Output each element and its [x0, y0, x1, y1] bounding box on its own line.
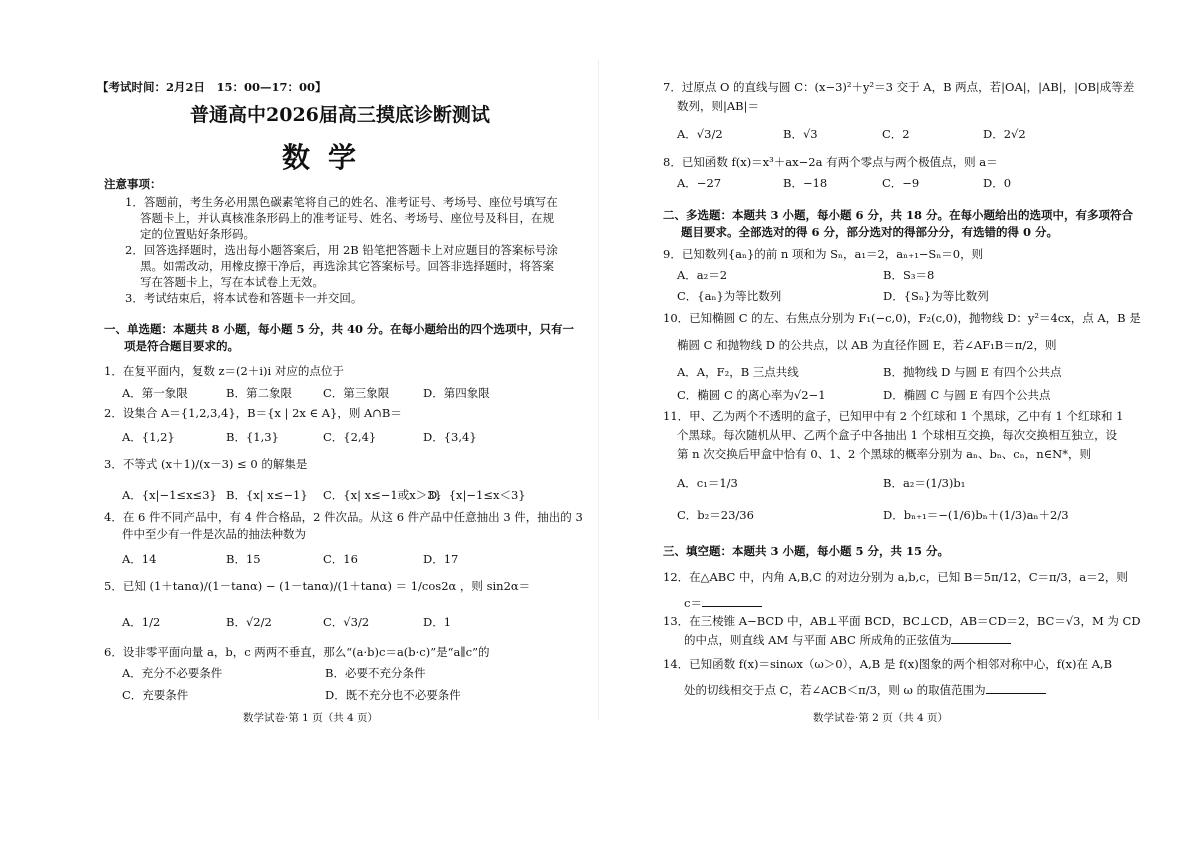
question-4: 4．在 6 件不同产品中，有 4 件合格品，2 件次品。从这 6 件产品中任意抽出 3 件，抽出的 3	[104, 510, 583, 524]
page-footer: 数学试卷·第 1 页（共 4 页）	[243, 712, 379, 724]
question-11-cont: 个黑球。每次随机从甲、乙两个盒子中各抽出 1 个球相互交换，每次交换相互独立，设	[677, 428, 1118, 442]
option: C．b₂＝23/36	[677, 508, 754, 522]
option: D．{Sₙ}为等比数列	[883, 289, 989, 303]
option: A．{1,2}	[122, 430, 175, 444]
option: B．a₂＝(1/3)b₁	[883, 476, 966, 490]
question-11-cont: 第 n 次交换后甲盒中恰有 0、1、2 个黑球的概率分别为 aₙ、bₙ、cₙ，n∈N*，则	[677, 447, 1091, 461]
option: B．{x| x≤−1}	[226, 488, 308, 502]
answer-blank	[951, 633, 1011, 644]
question-3: 3．不等式 (x＋1)/(x－3) ≤ 0 的解集是	[104, 457, 308, 471]
notice-line: 黑。如需改动，用橡皮擦干净后，再选涂其它答案标号。回答非选择题时，将答案	[140, 259, 554, 273]
option: B．抛物线 D 与圆 E 有四个公共点	[883, 365, 1062, 379]
option: D．第四象限	[423, 386, 490, 400]
option: C．充要条件	[122, 688, 189, 702]
option: D．2√2	[983, 127, 1026, 141]
question-12: 12．在△ABC 中，内角 A,B,C 的对边分别为 a,b,c，已知 B＝5π/12，C＝π/3，a＝2，则	[663, 570, 1128, 584]
option: D．既不充分也不必要条件	[325, 688, 461, 702]
question-9: 9．已知数列{aₙ}的前 n 项和为 Sₙ，a₁＝2，aₙ₊₁−Sₙ＝0，则	[663, 247, 984, 261]
option: A．第一象限	[122, 386, 188, 400]
notice-line: 2．回答选择题时，选出每小题答案后，用 2B 铅笔把答题卡上对应题目的答案标号涂	[125, 243, 558, 257]
option: A．充分不必要条件	[122, 666, 223, 680]
notice-line: 3．考试结束后，将本试卷和答题卡一并交回。	[125, 291, 363, 305]
question-1: 1．在复平面内，复数 z＝(2＋i)i 对应的点位于	[104, 364, 344, 378]
option: D．17	[423, 552, 459, 566]
option: A．1/2	[122, 615, 161, 629]
option: C．√3/2	[323, 615, 370, 629]
question-13-cont: 的中点，则直线 AM 与平面 ABC 所成角的正弦值为	[684, 633, 1011, 648]
option: B．S₃＝8	[883, 268, 935, 282]
option: B．√3	[783, 127, 818, 141]
question-8: 8．已知函数 f(x)＝x³＋ax−2a 有两个零点与两个极值点，则 a＝	[663, 155, 998, 169]
notice-line: 写在答题卡上，写在本试卷上无效。	[140, 275, 324, 289]
option: B．−18	[783, 176, 828, 190]
option: C．椭圆 C 的离心率为√2−1	[677, 388, 826, 402]
question-6: 6．设非零平面向量 a，b，c 两两不垂直，那么“(a·b)c＝a(b·c)”是“a∥c”的	[104, 645, 490, 659]
question-7: 7．过原点 O 的直线与圆 C：(x−3)²＋y²＝3 交于 A，B 两点，若|OA|，|AB|，|OB|成等差	[663, 80, 1135, 94]
option: D．椭圆 C 与圆 E 有四个公共点	[883, 388, 1051, 402]
option: A．a₂＝2	[677, 268, 728, 282]
page-footer: 数学试卷·第 2 页（共 4 页）	[813, 712, 949, 724]
section-heading: 二、多选题：本题共 3 小题，每小题 6 分，共 18 分。在每小题给出的选项中，有多项符合	[663, 208, 1134, 222]
option: A．{x|−1≤x≤3}	[122, 488, 217, 502]
question-10-cont: 椭圆 C 和抛物线 D 的公共点，以 AB 为直径作圆 E，若∠AF₁B＝π/2，则	[677, 338, 1057, 352]
section-heading: 一、单选题：本题共 8 小题，每小题 5 分，共 40 分。在每小题给出的四个选项中，只有一	[104, 322, 575, 336]
question-7-cont: 数列，则|AB|＝	[677, 99, 760, 113]
question-11: 11．甲、乙为两个不透明的盒子，已知甲中有 2 个红球和 1 个黑球，乙中有 1 个红球和 1	[663, 409, 1124, 423]
option: D．bₙ₊₁＝−(1/6)bₙ＋(1/3)aₙ＋2/3	[883, 508, 1069, 522]
answer-blank	[702, 596, 762, 607]
option: B．√2/2	[226, 615, 272, 629]
notice-line: 定的位置贴好条形码。	[140, 227, 255, 241]
section-heading: 三、填空题：本题共 3 小题，每小题 5 分，共 15 分。	[663, 544, 950, 558]
notice-line: 答题卡上，并认真核准条形码上的准考证号、姓名、考场号、座位号及科目，在规	[140, 211, 554, 225]
option: D．{3,4}	[423, 430, 477, 444]
question-14: 14．已知函数 f(x)＝sinωx（ω＞0），A,B 是 f(x)图象的两个相邻对称中心，f(x)在 A,B	[663, 657, 1113, 671]
option: B．必要不充分条件	[325, 666, 426, 680]
option: C．{aₙ}为等比数列	[677, 289, 782, 303]
question-12-cont: c＝	[684, 596, 762, 611]
option: D．1	[423, 615, 452, 629]
question-10: 10．已知椭圆 C 的左、右焦点分别为 F₁(−c,0)，F₂(c,0)，抛物线 D：y²＝4cx，点 A，B 是	[663, 311, 1141, 325]
option: A．c₁＝1/3	[677, 476, 738, 490]
subject-title: 数学	[282, 141, 375, 174]
option: A．√3/2	[677, 127, 723, 141]
option: B．15	[226, 552, 261, 566]
option: D．{x|−1≤x＜3}	[428, 488, 526, 502]
section-heading: 项是符合题目要求的。	[124, 339, 239, 353]
option: C．16	[323, 552, 358, 566]
option: C．{2,4}	[323, 430, 377, 444]
option: C．第三象限	[323, 386, 390, 400]
exam-page-2	[600, 0, 1200, 848]
option: A．−27	[677, 176, 722, 190]
option: B．{1,3}	[226, 430, 279, 444]
exam-title: 普通高中2026届高三摸底诊断测试	[190, 104, 490, 126]
section-heading: 题目要求。全部选对的得 6 分，部分选对的得部分分，有选错的得 0 分。	[681, 225, 1059, 239]
option: B．第二象限	[226, 386, 292, 400]
option: A．14	[122, 552, 157, 566]
question-13: 13．在三棱锥 A−BCD 中，AB⊥平面 BCD，BC⊥CD，AB＝CD＝2，BC＝√3，M 为 CD	[663, 614, 1141, 628]
option: C．{x| x≤−1或x＞3}	[323, 488, 442, 502]
question-4-cont: 件中至少有一件是次品的抽法种数为	[122, 527, 306, 541]
notice-title: 注意事项：	[104, 177, 162, 191]
option: C．2	[882, 127, 910, 141]
answer-blank	[986, 683, 1046, 694]
exam-time: 【考试时间：2月2日 15：00—17：00】	[97, 80, 327, 94]
question-2: 2．设集合 A＝{1,2,3,4}，B＝{x | 2x ∈ A}，则 A∩B＝	[104, 406, 402, 420]
question-5: 5．已知 (1＋tanα)/(1－tanα) − (1－tanα)/(1＋tanα) ＝ 1/cos2α ，则 sin2α＝	[104, 579, 531, 593]
notice-line: 1．答题前，考生务必用黑色碳素笔将自己的姓名、准考证号、考场号、座位号填写在	[125, 195, 558, 209]
option: D．0	[983, 176, 1012, 190]
option: A．A，F₂，B 三点共线	[677, 365, 799, 379]
question-14-cont: 处的切线相交于点 C，若∠ACB＜π/3，则 ω 的取值范围为	[684, 683, 1046, 698]
option: C．−9	[882, 176, 920, 190]
